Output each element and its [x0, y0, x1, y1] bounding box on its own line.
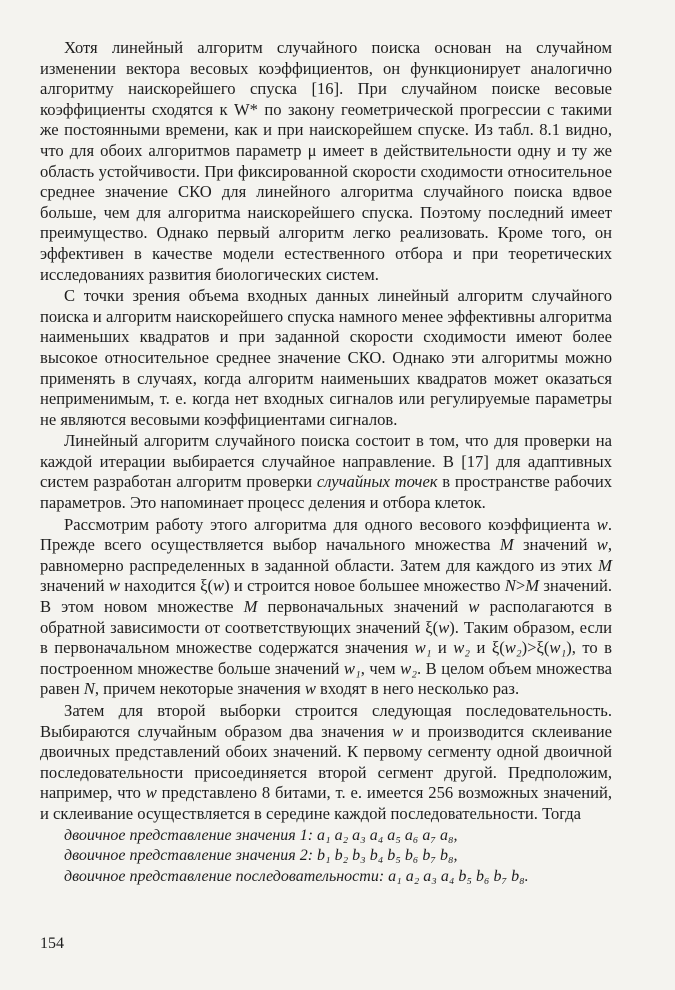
formula-label: двоичное представление значения 2: [64, 847, 314, 865]
page-body [40, 38, 612, 887]
formula-line [40, 826, 612, 847]
paragraph-2: С точки зрения объема входных данных линейный алгоритм случайного поиска и алгоритм наискорейшего спуска намного менее эффективны алгоритма наименьших квадратов и при заданной скорости сходимости имеют более высокое относительное среднее значение СКО. Однако эти алгоритмы можно применять в случаях, когда алгоритм наименьших квадратов может оказаться неприменимым, т. е. когда нет входных сигналов или регулируемые параметры не являются весовыми коэффициентами сигналов. [40, 286, 612, 429]
paragraph-3: Линейный алгоритм случайного поиска состоит в том, что для проверки на каждой итерации выбирается случайное направление. В [17] для адаптивных систем разработан алгоритм проверки случайных точек в пространстве рабочих параметров. Это напоминает процесс деления и отбора клеток. [40, 431, 612, 513]
formula-value: a₁ a₂ a₃ a₄ a₅ a₆ a₇ a₈, [317, 826, 458, 844]
page-number: 154 [40, 935, 64, 952]
paragraph-1: Хотя линейный алгоритм случайного поиска основан на случайном изменении вектора весовых коэффициентов, он функционирует аналогично алгоритму наискорейшего спуска [16]. При случайном поиске весовые коэффициенты сходятся к W* по закону геометрической прогрессии с такими же постоянными времени, как и при наискорейшем спуске. Из табл. 8.1 видно, что для обоих алгоритмов параметр μ имеет в действительности одну и ту же область устойчивости. При фиксированной скорости сходимости относительное среднее значение СКО для линейного алгоритма случайного поиска вдвое больше, чем для алгоритма наискорейшего спуска. Поэтому последний имеет преимущество. Однако первый алгоритм легко реализовать. Кроме того, он эффективен в качестве модели естественного отбора и при теоретических исследованиях развития биологических систем. [40, 38, 612, 284]
set-symbol-m: M [499, 535, 514, 555]
paragraph-4: Рассмотрим работу этого алгоритма для одного весового коэффициента w. Прежде всего осуществляется выбор начального множества M значений w, равномерно распределенных в заданной области. Затем для каждого из этих M значений w находится ξ(w) и строится новое большее множество N>M значений. В этом новом множестве M первоначальных значений w располагаются в обратной зависимости от соответствующих значений ξ(w). Таким образом, если в первоначальном множестве содержатся значения w₁ и w₂ и ξ(w₂)>ξ(w₁), то в построенном множестве больше значений w₁, чем w₂. В целом объем множества равен N, причем некоторые значения w входят в него несколько раз. [40, 514, 612, 699]
formula-value: b₁ b₂ b₃ b₄ b₅ b₆ b₇ b₈, [317, 847, 458, 865]
formula-label: двоичное представление последовательности: [64, 867, 385, 885]
set-symbol-n: N [504, 576, 516, 596]
formula-value: a₁ a₂ a₃ a₄ b₅ b₆ b₇ b₈. [388, 867, 529, 885]
emphasis-random-points: случайных точек [316, 472, 438, 492]
formula-block [40, 826, 612, 888]
formula-line [40, 867, 612, 888]
formula-line [40, 846, 612, 867]
paragraph-5: Затем для второй выборки строится следующая последовательность. Выбираются случайным образом два значения w и производится склеивание двоичных представлений обоих значений. К первому сегменту одной двоичной последовательности присоединяется второй сегмент другой. Предположим, например, что w представлено 8 битами, т. е. имеется 256 возможных значений, и склеивание осуществляется в середине каждой последовательности. Тогда [40, 701, 612, 823]
formula-label: двоичное представление значения 1: [64, 826, 314, 844]
